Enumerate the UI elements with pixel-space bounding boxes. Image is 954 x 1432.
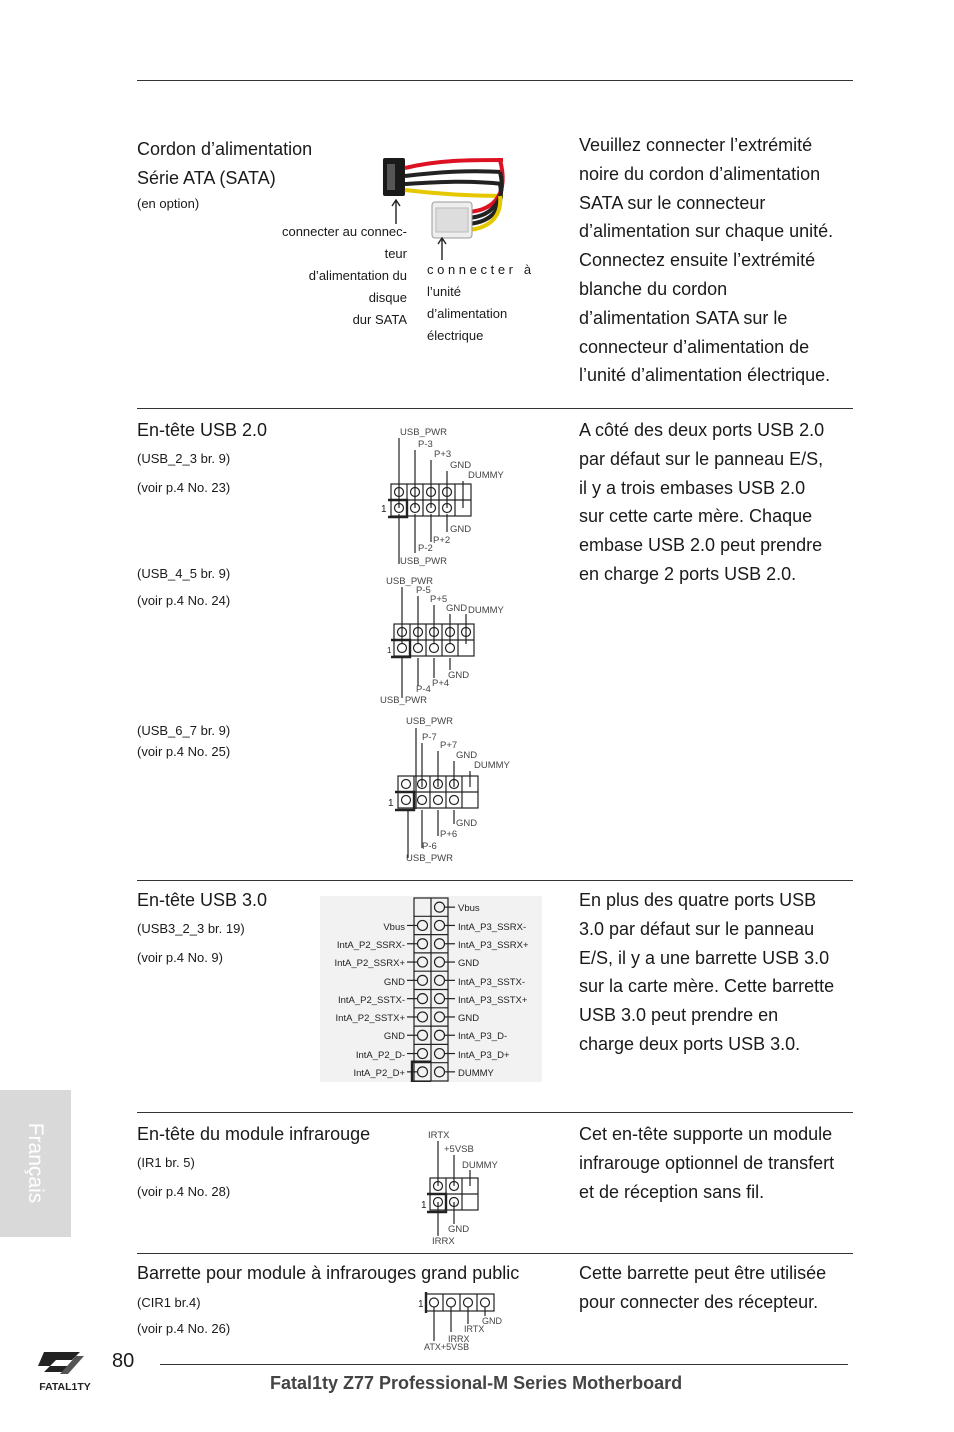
usb3-header-diagram <box>320 896 542 1082</box>
pin-label: GND <box>458 958 480 969</box>
pin-label: P-6 <box>422 841 437 852</box>
sata-optional: (en option) <box>137 196 200 211</box>
usb2-title: En-tête USB 2.0 <box>137 420 268 440</box>
pin-label: DUMMY <box>468 470 504 481</box>
pin-label: IRTX <box>464 1324 485 1334</box>
pin-label: GND <box>450 524 472 535</box>
pin-label: IntA_P2_SSTX+ <box>335 1013 405 1024</box>
pin-label: P+7 <box>440 740 458 751</box>
pin-label: USB_PWR <box>406 853 453 864</box>
usb2-header-diagram-3 <box>378 712 518 864</box>
pin-label: IntA_P2_D+ <box>353 1068 405 1079</box>
section-divider <box>137 408 853 409</box>
pin-label: GND <box>446 603 468 614</box>
pin-label: IRRX <box>432 1236 455 1247</box>
footer-rule <box>160 1364 848 1365</box>
usb3-ref: (voir p.4 No. 9) <box>137 950 223 965</box>
sata-title <box>137 135 312 193</box>
pin-label: IRTX <box>428 1130 450 1141</box>
ir-ref: (voir p.4 No. 28) <box>137 1184 231 1199</box>
cir-title: Barrette pour module à infrarouges grand public <box>137 1263 520 1283</box>
section-divider <box>137 880 853 881</box>
pin-label: GND <box>456 818 478 829</box>
pin1-marker: 1 <box>388 798 394 809</box>
pin-label: GND <box>482 1316 502 1326</box>
pin-label: DUMMY <box>468 605 504 616</box>
pin-label: IntA_P3_D- <box>458 1031 508 1042</box>
pin-label: GND <box>448 670 470 681</box>
cir-name: (CIR1 br.4) <box>137 1295 201 1310</box>
usb2-h1-ref: (voir p.4 No. 23) <box>137 480 231 495</box>
pin-label: IntA_P2_D- <box>355 1050 405 1061</box>
pin-label: P+6 <box>440 829 458 840</box>
usb2-h1-name: (USB_2_3 br. 9) <box>137 451 231 466</box>
pin-label: P-5 <box>416 585 431 596</box>
section-divider <box>137 1112 853 1113</box>
pin-label: IntA_P3_SSRX+ <box>458 940 529 951</box>
pin-label: IntA_P3_D+ <box>458 1050 510 1061</box>
pin-label: P-3 <box>418 439 433 450</box>
pin-label: GND <box>450 460 472 471</box>
pin-label: USB_PWR <box>406 716 453 727</box>
pin-label: DUMMY <box>458 1068 494 1079</box>
usb3-pin-grid <box>407 898 455 1082</box>
pin-label: +5VSB <box>444 1144 474 1155</box>
pin-label: GND <box>383 977 405 988</box>
cir-ref: (voir p.4 No. 26) <box>137 1321 231 1336</box>
pin-label: P+2 <box>433 535 451 546</box>
pin-label: ATX+5VSB <box>424 1342 470 1352</box>
pin-label: P+5 <box>430 594 448 605</box>
usb2-h2-name: (USB_4_5 br. 9) <box>137 566 231 581</box>
usb3-name: (USB3_2_3 br. 19) <box>137 921 245 936</box>
pin1-marker: 1 <box>421 1200 427 1211</box>
pin1-marker: 1 <box>387 646 392 655</box>
ir-description: Cet en-tête supporte un module infrarouge optionnel de transfert et de réception sans fil. <box>579 1124 835 1202</box>
usb3-description: En plus des quatre ports USB 3.0 par défaut sur le panneau E/S, il y a une barrette USB 3.0 sur la carte mère. Cette barrette USB 3.0 peut prendre en charge deux ports USB 3.0. <box>579 890 835 1054</box>
pin-label: USB_PWR <box>380 695 427 706</box>
sata-title-line1: Cordon d’alimentation <box>137 139 313 159</box>
top-rule <box>137 80 853 81</box>
usb2-h2-ref: (voir p.4 No. 24) <box>137 593 231 608</box>
usb2-header-diagram-2 <box>378 574 518 710</box>
sata-description: Veuillez connecter l’extrémité noire du cordon d’alimentation SATA sur le connecteur d’alimentation sur chaque unité. Connectez ensuite l’extrémité blanche du cordon d’alimentation SATA sur le connecteur d’alimentation de l’unité d’alimentation électrique. <box>579 135 834 386</box>
sata-label-psu: c o n n e c t e r à l’unité d’alimentation électrique <box>427 262 532 343</box>
pin-label: IntA_P3_SSTX- <box>458 977 526 988</box>
language-tab: Français <box>0 1090 71 1237</box>
pin-label: GND <box>456 750 478 761</box>
pin1-marker: 1 <box>418 1299 424 1310</box>
pin-label: DUMMY <box>462 1160 498 1171</box>
pin-label: USB_PWR <box>400 427 447 438</box>
cir-header-diagram <box>414 1288 524 1354</box>
pin-label: GND <box>448 1224 470 1235</box>
ir-title: En-tête du module infrarouge <box>137 1124 371 1144</box>
pin-label: GND <box>383 1031 405 1042</box>
usb2-h3-ref: (voir p.4 No. 25) <box>137 744 231 759</box>
usb2-h3-name: (USB_6_7 br. 9) <box>137 723 231 738</box>
pin-label: P+4 <box>432 678 450 689</box>
usb2-description: A côté des deux ports USB 2.0 par défaut sur le panneau E/S, il y a trois embases USB 2.0 sur cette carte mère. Chaque embase USB 2.0 peut prendre en charge 2 ports USB 2.0. <box>579 420 825 584</box>
ir-header-diagram <box>418 1126 518 1248</box>
pin1-marker: 1 <box>381 504 387 515</box>
pin-label: IntA_P2_SSTX- <box>337 995 405 1006</box>
sata-label-hdd: connecter au connec- teur d’alimentation du disque dur SATA <box>281 224 407 327</box>
pin-label: IRRX <box>448 1334 470 1344</box>
pin-label: IntA_P2_SSRX- <box>336 940 405 951</box>
pin-label: P-7 <box>422 732 437 743</box>
page-number: 80 <box>112 1350 135 1372</box>
cir-description: Cette barrette peut être utilisée pour connecter des récepteur. <box>579 1263 827 1312</box>
pin-label: IntA_P2_SSRX+ <box>334 958 405 969</box>
pin-label: GND <box>458 1013 480 1024</box>
pin-label: USB_PWR <box>386 576 433 587</box>
footer-product: Fatal1ty Z77 Professional-M Series Motherboard <box>270 1373 683 1393</box>
sata-title-line2: Série ATA (SATA) <box>137 168 276 188</box>
pin-label: DUMMY <box>474 760 510 771</box>
logo-text: FATAL1TY <box>39 1381 91 1393</box>
pin-label: Vbus <box>458 903 480 914</box>
usb2-header-diagram-1 <box>378 424 518 570</box>
pin-label: IntA_P3_SSTX+ <box>458 995 528 1006</box>
pin-label: P+3 <box>434 449 452 460</box>
pin-label: P-2 <box>418 543 433 554</box>
fatal1ty-logo-icon <box>20 1350 110 1410</box>
pin-label: IntA_P3_SSRX- <box>458 922 527 933</box>
ir-name: (IR1 br. 5) <box>137 1155 195 1170</box>
usb3-title: En-tête USB 3.0 <box>137 890 268 910</box>
pin-label: USB_PWR <box>400 556 447 567</box>
pin-label: P-4 <box>416 684 431 695</box>
section-divider <box>137 1253 853 1254</box>
pin-label: Vbus <box>383 922 405 933</box>
